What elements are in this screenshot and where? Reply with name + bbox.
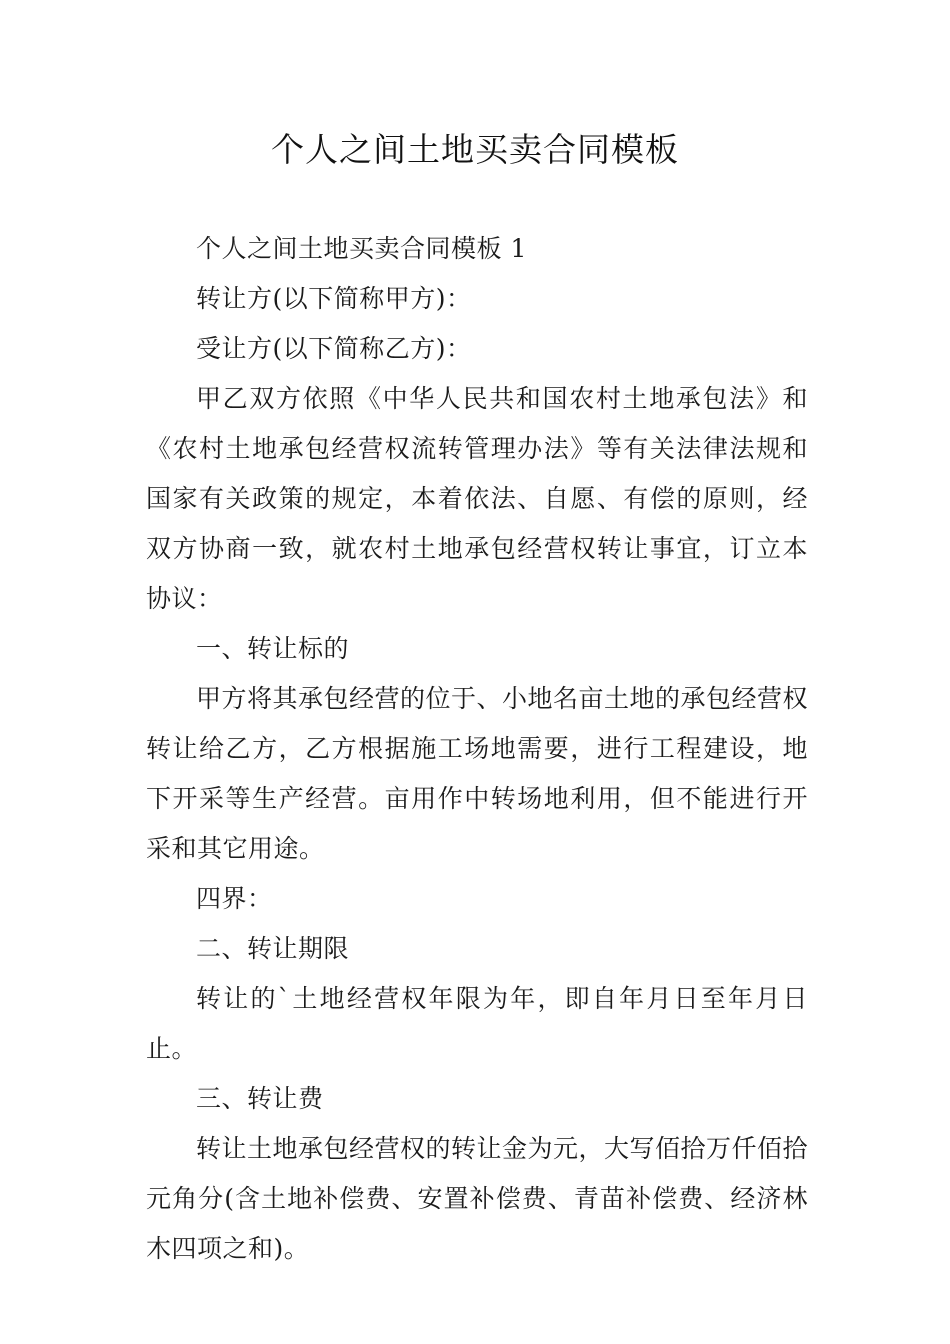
section-heading-term: 二、转让期限: [196, 934, 350, 963]
document-body: [146, 224, 808, 1274]
party-transferee: 受让方(以下简称乙方)：: [196, 334, 472, 363]
party-transferor: 转让方(以下简称甲方)：: [196, 284, 472, 313]
term-paragraph: 转让的`土地经营权年限为年，即自年月日至年月日止。: [146, 984, 808, 1063]
subject-paragraph: 甲方将其承包经营的位于、小地名亩土地的承包经营权转让给乙方，乙方根据施工场地需要，进行工程建设，地下开采等生产经营。亩用作中转场地利用，但不能进行开采和其它用途。: [146, 684, 809, 863]
section-heading-fee: 三、转让费: [196, 1084, 324, 1113]
section-heading-subject: 一、转让标的: [196, 634, 350, 663]
heading-contract-template: 个人之间土地买卖合同模板 1: [196, 234, 527, 263]
preamble-paragraph: 甲乙双方依照《中华人民共和国农村土地承包法》和《农村土地承包经营权流转管理办法》等有关法律法规和国家有关政策的规定，本着依法、自愿、有偿的原则，经双方协商一致，就农村土地承包经营权转让事宜，订立本协议：: [146, 384, 808, 613]
fee-paragraph: 转让土地承包经营权的转让金为元，大写佰拾万仟佰拾元角分(含土地补偿费、安置补偿费、青苗补偿费、经济林木四项之和)。: [146, 1134, 809, 1263]
boundaries-line: 四界：: [196, 884, 273, 913]
document-title: 个人之间土地买卖合同模板: [271, 130, 679, 169]
